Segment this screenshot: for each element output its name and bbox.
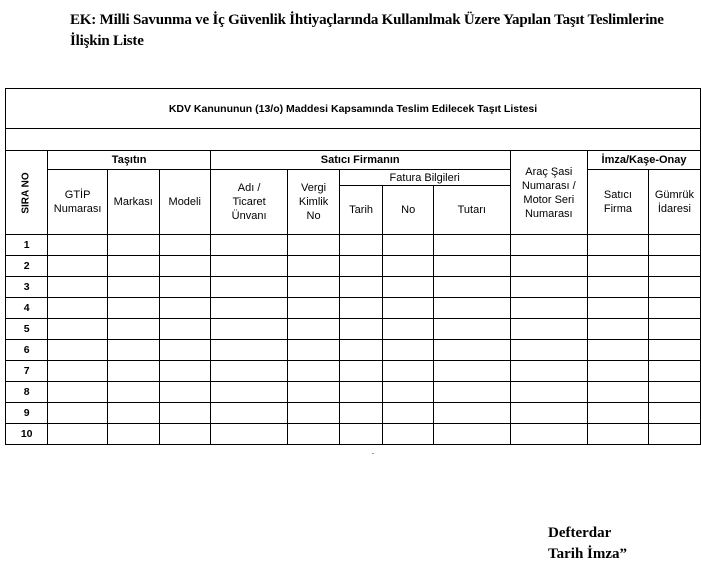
entry-cell[interactable] bbox=[588, 403, 649, 424]
entry-cell[interactable] bbox=[107, 382, 159, 403]
entry-cell[interactable] bbox=[648, 424, 700, 445]
entry-cell[interactable] bbox=[159, 256, 210, 277]
row-number: 8 bbox=[6, 382, 48, 403]
row-number: 5 bbox=[6, 319, 48, 340]
entry-cell[interactable] bbox=[107, 256, 159, 277]
entry-cell[interactable] bbox=[107, 424, 159, 445]
col-sasi-motor: Araç Şasi Numarası / Motor Seri Numarası bbox=[510, 151, 588, 235]
table-row bbox=[6, 382, 701, 403]
entry-cell[interactable] bbox=[588, 382, 649, 403]
table-row bbox=[6, 298, 701, 319]
entry-cell[interactable] bbox=[588, 319, 649, 340]
entry-cell[interactable] bbox=[383, 382, 434, 403]
entry-cell[interactable] bbox=[288, 277, 340, 298]
entry-cell[interactable] bbox=[288, 256, 340, 277]
entry-cell[interactable] bbox=[648, 361, 700, 382]
entry-cell[interactable] bbox=[107, 340, 159, 361]
entry-cell[interactable] bbox=[107, 277, 159, 298]
signoff-title: Defterdar bbox=[548, 525, 612, 541]
entry-cell[interactable] bbox=[159, 319, 210, 340]
sira-no-header bbox=[6, 151, 48, 235]
entry-cell[interactable] bbox=[48, 319, 108, 340]
row-number: 2 bbox=[6, 256, 48, 277]
entry-cell[interactable] bbox=[159, 277, 210, 298]
entry-cell[interactable] bbox=[210, 319, 287, 340]
entry-cell[interactable] bbox=[648, 382, 700, 403]
col-gtip: GTİP Numarası bbox=[48, 170, 108, 235]
entry-cell[interactable] bbox=[434, 361, 510, 382]
col-markasi: Markası bbox=[107, 170, 159, 235]
entry-cell[interactable] bbox=[648, 298, 700, 319]
entry-cell[interactable] bbox=[510, 382, 588, 403]
entry-cell[interactable] bbox=[434, 298, 510, 319]
entry-cell[interactable] bbox=[339, 382, 382, 403]
entry-cell[interactable] bbox=[383, 361, 434, 382]
col-tarih: Tarih bbox=[339, 186, 382, 235]
table-row bbox=[6, 277, 701, 298]
table-row bbox=[6, 424, 701, 445]
entry-cell[interactable] bbox=[434, 424, 510, 445]
entry-cell[interactable] bbox=[210, 361, 287, 382]
entry-cell[interactable] bbox=[48, 382, 108, 403]
document-heading bbox=[70, 10, 670, 52]
entry-cell[interactable] bbox=[48, 235, 108, 256]
entry-cell[interactable] bbox=[159, 382, 210, 403]
entry-cell[interactable] bbox=[383, 424, 434, 445]
entry-cell[interactable] bbox=[48, 340, 108, 361]
entry-cell[interactable] bbox=[210, 340, 287, 361]
entry-cell[interactable] bbox=[159, 424, 210, 445]
entry-cell[interactable] bbox=[210, 424, 287, 445]
entry-cell[interactable] bbox=[339, 277, 382, 298]
table-row bbox=[6, 235, 701, 256]
row-number: 10 bbox=[6, 424, 48, 445]
entry-cell[interactable] bbox=[383, 340, 434, 361]
entry-cell[interactable] bbox=[288, 382, 340, 403]
entry-cell[interactable] bbox=[339, 256, 382, 277]
entry-cell[interactable] bbox=[648, 235, 700, 256]
row-number: 9 bbox=[6, 403, 48, 424]
row-number: 1 bbox=[6, 235, 48, 256]
entry-cell[interactable] bbox=[510, 235, 588, 256]
entry-cell[interactable] bbox=[210, 403, 287, 424]
entry-cell[interactable] bbox=[510, 298, 588, 319]
entry-cell[interactable] bbox=[107, 403, 159, 424]
entry-cell[interactable] bbox=[339, 403, 382, 424]
entry-cell[interactable] bbox=[107, 235, 159, 256]
entry-cell[interactable] bbox=[159, 403, 210, 424]
sira-no-label: SIRA NO bbox=[20, 171, 32, 214]
entry-cell[interactable] bbox=[510, 361, 588, 382]
entry-cell[interactable] bbox=[339, 340, 382, 361]
entry-cell[interactable] bbox=[383, 235, 434, 256]
entry-cell[interactable] bbox=[510, 424, 588, 445]
group-imza-kase-onay: İmza/Kaşe-Onay bbox=[588, 151, 701, 170]
group-satici-firmanin: Satıcı Firmanın bbox=[210, 151, 510, 170]
entry-cell[interactable] bbox=[434, 382, 510, 403]
entry-cell[interactable] bbox=[648, 319, 700, 340]
entry-cell[interactable] bbox=[339, 298, 382, 319]
entry-cell[interactable] bbox=[107, 361, 159, 382]
entry-cell[interactable] bbox=[588, 424, 649, 445]
row-number: 6 bbox=[6, 340, 48, 361]
heading-line-2: İlişkin Liste bbox=[70, 33, 144, 49]
entry-cell[interactable] bbox=[288, 298, 340, 319]
entry-cell[interactable] bbox=[588, 235, 649, 256]
col-unvani: Adı / Ticaret Ünvanı bbox=[210, 170, 287, 235]
table-blank-row bbox=[6, 129, 701, 151]
col-satici-firma: Satıcı Firma bbox=[588, 170, 649, 235]
entry-cell[interactable] bbox=[210, 298, 287, 319]
entry-cell[interactable] bbox=[588, 277, 649, 298]
entry-cell[interactable] bbox=[210, 382, 287, 403]
table-row bbox=[6, 403, 701, 424]
entry-cell[interactable] bbox=[159, 298, 210, 319]
entry-cell[interactable] bbox=[434, 319, 510, 340]
entry-cell[interactable] bbox=[48, 277, 108, 298]
entry-cell[interactable] bbox=[434, 277, 510, 298]
entry-cell[interactable] bbox=[159, 340, 210, 361]
entry-cell[interactable] bbox=[288, 319, 340, 340]
entry-cell[interactable] bbox=[648, 256, 700, 277]
entry-cell[interactable] bbox=[210, 256, 287, 277]
entry-cell[interactable] bbox=[434, 340, 510, 361]
vehicle-list-table bbox=[5, 88, 701, 445]
table-row bbox=[6, 256, 701, 277]
entry-cell[interactable] bbox=[510, 256, 588, 277]
stray-mark bbox=[372, 453, 374, 454]
entry-cell[interactable] bbox=[48, 424, 108, 445]
entry-cell[interactable] bbox=[510, 319, 588, 340]
table-body bbox=[6, 235, 701, 445]
table-row bbox=[6, 319, 701, 340]
entry-cell[interactable] bbox=[383, 298, 434, 319]
entry-cell[interactable] bbox=[510, 403, 588, 424]
entry-cell[interactable] bbox=[383, 403, 434, 424]
table-row bbox=[6, 340, 701, 361]
entry-cell[interactable] bbox=[288, 424, 340, 445]
entry-cell[interactable] bbox=[48, 256, 108, 277]
entry-cell[interactable] bbox=[383, 277, 434, 298]
group-fatura-bilgileri: Fatura Bilgileri bbox=[339, 170, 510, 186]
table-title: KDV Kanununun (13/o) Maddesi Kapsamında Teslim Edilecek Taşıt Listesi bbox=[6, 89, 701, 129]
entry-cell[interactable] bbox=[210, 277, 287, 298]
signoff-date-signature: Tarih İmza” bbox=[548, 546, 628, 562]
entry-cell[interactable] bbox=[588, 340, 649, 361]
entry-cell[interactable] bbox=[339, 319, 382, 340]
signoff-block bbox=[548, 523, 627, 565]
col-gumruk-idaresi: Gümrük İdaresi bbox=[648, 170, 700, 235]
entry-cell[interactable] bbox=[588, 361, 649, 382]
entry-cell[interactable] bbox=[288, 340, 340, 361]
entry-cell[interactable] bbox=[288, 361, 340, 382]
entry-cell[interactable] bbox=[510, 277, 588, 298]
col-modeli: Modeli bbox=[159, 170, 210, 235]
entry-cell[interactable] bbox=[648, 277, 700, 298]
entry-cell[interactable] bbox=[288, 235, 340, 256]
entry-cell[interactable] bbox=[288, 403, 340, 424]
entry-cell[interactable] bbox=[159, 235, 210, 256]
entry-cell[interactable] bbox=[107, 319, 159, 340]
group-tasitin: Taşıtın bbox=[48, 151, 211, 170]
entry-cell[interactable] bbox=[648, 403, 700, 424]
row-number: 4 bbox=[6, 298, 48, 319]
table-row bbox=[6, 361, 701, 382]
col-no: No bbox=[383, 186, 434, 235]
entry-cell[interactable] bbox=[588, 298, 649, 319]
entry-cell[interactable] bbox=[383, 319, 434, 340]
entry-cell[interactable] bbox=[434, 235, 510, 256]
entry-cell[interactable] bbox=[48, 403, 108, 424]
entry-cell[interactable] bbox=[434, 256, 510, 277]
entry-cell[interactable] bbox=[48, 361, 108, 382]
entry-cell[interactable] bbox=[339, 235, 382, 256]
entry-cell[interactable] bbox=[107, 298, 159, 319]
entry-cell[interactable] bbox=[510, 340, 588, 361]
entry-cell[interactable] bbox=[159, 361, 210, 382]
entry-cell[interactable] bbox=[588, 256, 649, 277]
entry-cell[interactable] bbox=[434, 403, 510, 424]
row-number: 7 bbox=[6, 361, 48, 382]
row-number: 3 bbox=[6, 277, 48, 298]
entry-cell[interactable] bbox=[339, 361, 382, 382]
col-tutari: Tutarı bbox=[434, 186, 510, 235]
entry-cell[interactable] bbox=[648, 340, 700, 361]
col-vergi-kimlik: Vergi Kimlik No bbox=[288, 170, 340, 235]
heading-line-1: EK: Milli Savunma ve İç Güvenlik İhtiyaçlarında Kullanılmak Üzere Yapılan Taşıt Teslimlerine bbox=[70, 12, 664, 28]
entry-cell[interactable] bbox=[339, 424, 382, 445]
entry-cell[interactable] bbox=[383, 256, 434, 277]
entry-cell[interactable] bbox=[210, 235, 287, 256]
entry-cell[interactable] bbox=[48, 298, 108, 319]
